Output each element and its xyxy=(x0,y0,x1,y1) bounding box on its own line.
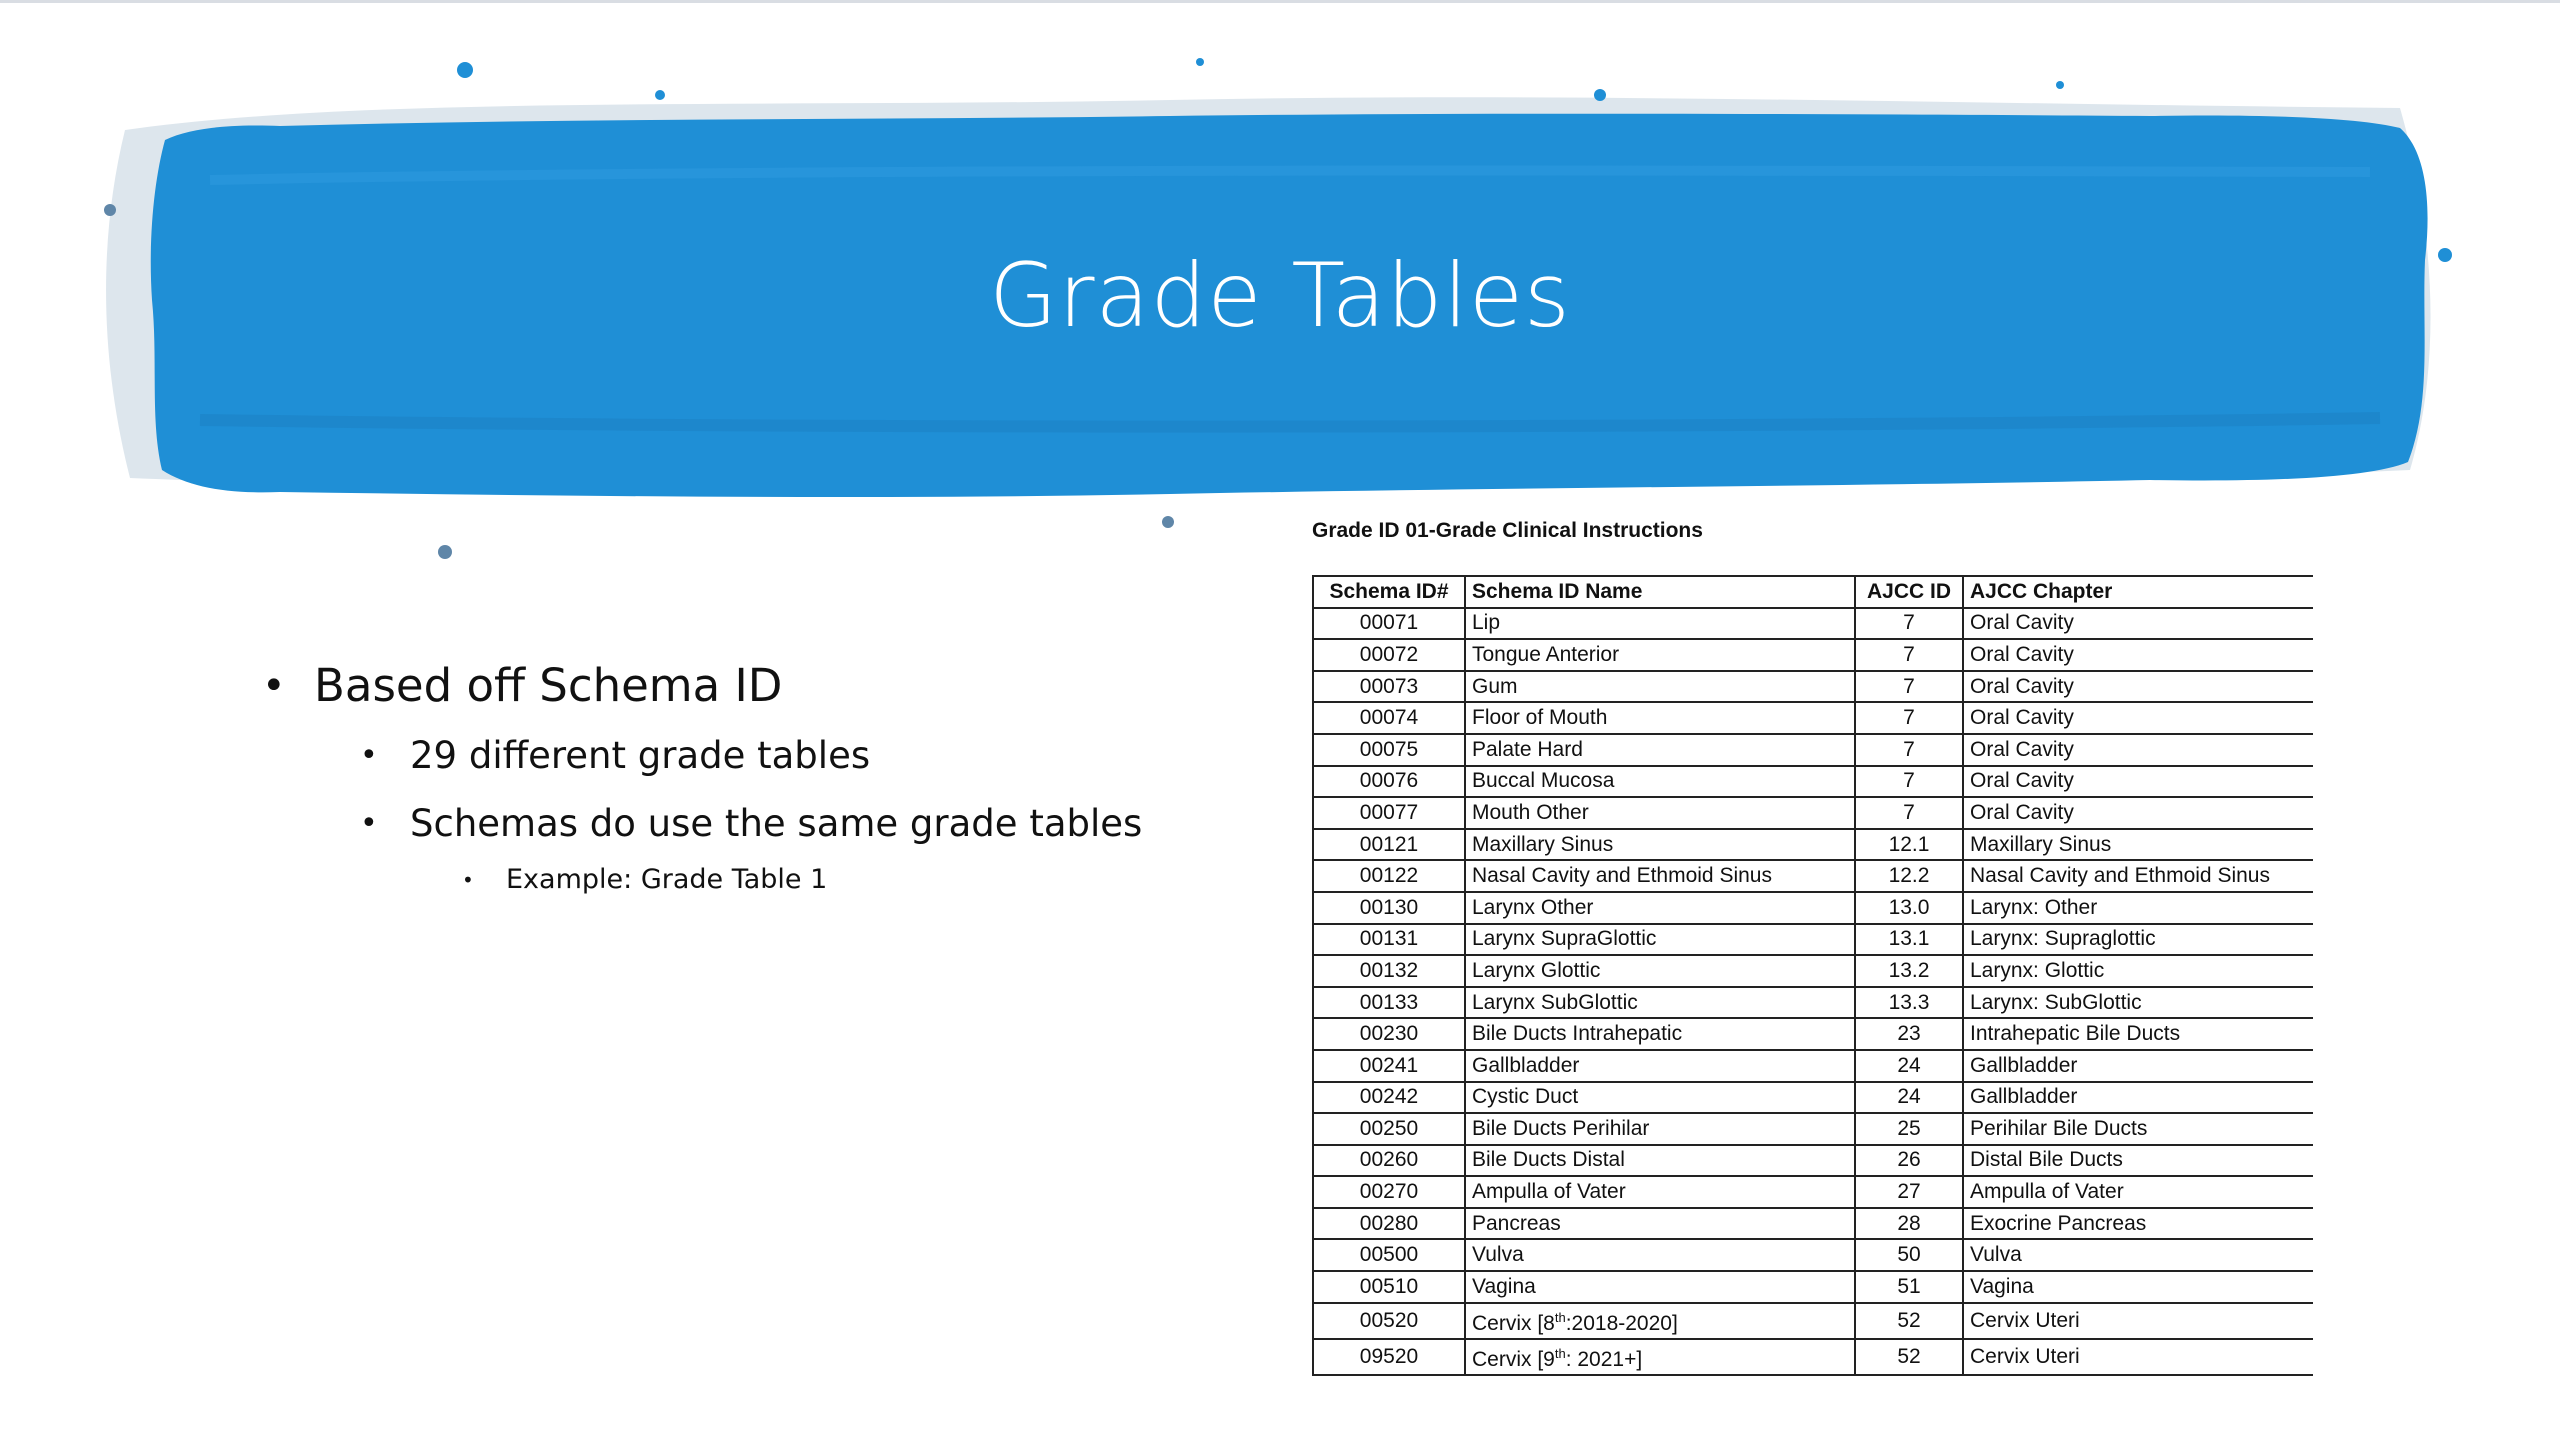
schema-id-cell: 00260 xyxy=(1313,1145,1465,1177)
bullet-list xyxy=(262,655,1242,903)
grade-table-figure xyxy=(1310,515,2320,1370)
ajcc-chapter-cell: Vagina xyxy=(1963,1271,2313,1303)
schema-name-cell: Vulva xyxy=(1465,1239,1855,1271)
schema-id-cell: 00077 xyxy=(1313,797,1465,829)
ajcc-chapter-cell: Larynx: SubGlottic xyxy=(1963,987,2313,1019)
schema-name-cell: Mouth Other xyxy=(1465,797,1855,829)
ajcc-id-cell: 27 xyxy=(1855,1176,1963,1208)
table-row xyxy=(1313,639,2313,671)
ajcc-chapter-cell: Gallbladder xyxy=(1963,1050,2313,1082)
table-row xyxy=(1313,1145,2313,1177)
table-row xyxy=(1313,797,2313,829)
schema-id-cell: 00072 xyxy=(1313,639,1465,671)
schema-name-cell: Nasal Cavity and Ethmoid Sinus xyxy=(1465,860,1855,892)
table-row xyxy=(1313,766,2313,798)
schema-id-cell: 00132 xyxy=(1313,955,1465,987)
ajcc-chapter-cell: Oral Cavity xyxy=(1963,766,2313,798)
bullet-dot-icon: • xyxy=(360,738,378,773)
table-row xyxy=(1313,829,2313,861)
ajcc-chapter-cell: Oral Cavity xyxy=(1963,608,2313,640)
schema-id-cell: 00076 xyxy=(1313,766,1465,798)
ajcc-id-cell: 12.2 xyxy=(1855,860,1963,892)
table-row xyxy=(1313,860,2313,892)
table-row xyxy=(1313,1339,2313,1375)
table-row xyxy=(1313,734,2313,766)
ajcc-id-cell: 7 xyxy=(1855,671,1963,703)
schema-id-cell: 00510 xyxy=(1313,1271,1465,1303)
column-header: Schema ID# xyxy=(1313,576,1465,608)
title-banner xyxy=(70,0,2490,580)
grade-table xyxy=(1312,575,2313,1376)
ajcc-chapter-cell: Oral Cavity xyxy=(1963,734,2313,766)
schema-name-cell: Gallbladder xyxy=(1465,1050,1855,1082)
ajcc-chapter-cell: Nasal Cavity and Ethmoid Sinus xyxy=(1963,860,2313,892)
ajcc-id-cell: 52 xyxy=(1855,1339,1963,1375)
bullet-dot-icon: • xyxy=(360,806,378,841)
schema-name-cell: Bile Ducts Distal xyxy=(1465,1145,1855,1177)
table-row xyxy=(1313,892,2313,924)
bullet-item xyxy=(262,857,1242,903)
table-row xyxy=(1313,924,2313,956)
schema-name-cell: Lip xyxy=(1465,608,1855,640)
column-header: Schema ID Name xyxy=(1465,576,1855,608)
schema-name-cell: Gum xyxy=(1465,671,1855,703)
table-row xyxy=(1313,1208,2313,1240)
schema-id-cell: 00250 xyxy=(1313,1113,1465,1145)
bullet-item xyxy=(262,795,1242,853)
column-header: AJCC ID xyxy=(1855,576,1963,608)
schema-name-cell: Cystic Duct xyxy=(1465,1082,1855,1114)
schema-name-cell: Cervix [8th:2018-2020] xyxy=(1465,1303,1855,1339)
table-row xyxy=(1313,1050,2313,1082)
ajcc-chapter-cell: Oral Cavity xyxy=(1963,797,2313,829)
ajcc-chapter-cell: Cervix Uteri xyxy=(1963,1303,2313,1339)
ajcc-chapter-cell: Maxillary Sinus xyxy=(1963,829,2313,861)
bullet-text: Schemas do use the same grade tables xyxy=(410,802,1143,845)
ajcc-id-cell: 7 xyxy=(1855,734,1963,766)
ajcc-id-cell: 52 xyxy=(1855,1303,1963,1339)
table-row xyxy=(1313,1113,2313,1145)
schema-name-cell: Ampulla of Vater xyxy=(1465,1176,1855,1208)
table-row xyxy=(1313,987,2313,1019)
table-row xyxy=(1313,1082,2313,1114)
ajcc-chapter-cell: Larynx: Supraglottic xyxy=(1963,924,2313,956)
bullet-dot-icon: • xyxy=(262,663,286,709)
schema-name-cell: Larynx Glottic xyxy=(1465,955,1855,987)
ajcc-id-cell: 13.3 xyxy=(1855,987,1963,1019)
schema-id-cell: 00121 xyxy=(1313,829,1465,861)
ajcc-id-cell: 23 xyxy=(1855,1018,1963,1050)
table-header-row xyxy=(1313,576,2313,608)
schema-name-cell: Larynx SupraGlottic xyxy=(1465,924,1855,956)
table-row xyxy=(1313,1271,2313,1303)
schema-name-cell: Pancreas xyxy=(1465,1208,1855,1240)
ajcc-chapter-cell: Cervix Uteri xyxy=(1963,1339,2313,1375)
schema-name-cell: Cervix [9th: 2021+] xyxy=(1465,1339,1855,1375)
ajcc-chapter-cell: Larynx: Other xyxy=(1963,892,2313,924)
schema-id-cell: 00242 xyxy=(1313,1082,1465,1114)
ajcc-chapter-cell: Oral Cavity xyxy=(1963,639,2313,671)
schema-name-cell: Bile Ducts Intrahepatic xyxy=(1465,1018,1855,1050)
column-header: AJCC Chapter xyxy=(1963,576,2313,608)
ajcc-chapter-cell: Distal Bile Ducts xyxy=(1963,1145,2313,1177)
ajcc-chapter-cell: Vulva xyxy=(1963,1239,2313,1271)
ajcc-chapter-cell: Larynx: Glottic xyxy=(1963,955,2313,987)
bullet-item xyxy=(262,727,1242,785)
table-row xyxy=(1313,955,2313,987)
slide-title: Grade Tables xyxy=(989,244,1571,347)
schema-name-cell: Bile Ducts Perihilar xyxy=(1465,1113,1855,1145)
bullet-dot-icon: • xyxy=(462,868,474,892)
ajcc-id-cell: 28 xyxy=(1855,1208,1963,1240)
bullet-text: Based off Schema ID xyxy=(314,659,783,712)
schema-name-cell: Larynx Other xyxy=(1465,892,1855,924)
ajcc-id-cell: 24 xyxy=(1855,1082,1963,1114)
schema-name-cell: Vagina xyxy=(1465,1271,1855,1303)
bullet-text: 29 different grade tables xyxy=(410,734,871,777)
schema-id-cell: 00133 xyxy=(1313,987,1465,1019)
schema-id-cell: 00520 xyxy=(1313,1303,1465,1339)
schema-name-cell: Buccal Mucosa xyxy=(1465,766,1855,798)
ajcc-chapter-cell: Oral Cavity xyxy=(1963,671,2313,703)
ajcc-id-cell: 13.1 xyxy=(1855,924,1963,956)
schema-id-cell: 00130 xyxy=(1313,892,1465,924)
ajcc-id-cell: 51 xyxy=(1855,1271,1963,1303)
ajcc-id-cell: 7 xyxy=(1855,797,1963,829)
schema-id-cell: 00073 xyxy=(1313,671,1465,703)
schema-name-cell: Maxillary Sinus xyxy=(1465,829,1855,861)
ajcc-id-cell: 7 xyxy=(1855,766,1963,798)
ajcc-id-cell: 26 xyxy=(1855,1145,1963,1177)
ajcc-id-cell: 25 xyxy=(1855,1113,1963,1145)
ajcc-id-cell: 24 xyxy=(1855,1050,1963,1082)
ajcc-id-cell: 13.0 xyxy=(1855,892,1963,924)
schema-id-cell: 00131 xyxy=(1313,924,1465,956)
schema-id-cell: 09520 xyxy=(1313,1339,1465,1375)
ajcc-id-cell: 50 xyxy=(1855,1239,1963,1271)
schema-name-cell: Larynx SubGlottic xyxy=(1465,987,1855,1019)
ajcc-id-cell: 12.1 xyxy=(1855,829,1963,861)
ajcc-id-cell: 7 xyxy=(1855,702,1963,734)
schema-id-cell: 00075 xyxy=(1313,734,1465,766)
schema-id-cell: 00270 xyxy=(1313,1176,1465,1208)
schema-name-cell: Tongue Anterior xyxy=(1465,639,1855,671)
schema-id-cell: 00500 xyxy=(1313,1239,1465,1271)
table-body xyxy=(1313,608,2313,1375)
table-row xyxy=(1313,1176,2313,1208)
schema-id-cell: 00230 xyxy=(1313,1018,1465,1050)
table-row xyxy=(1313,702,2313,734)
ajcc-chapter-cell: Perihilar Bile Ducts xyxy=(1963,1113,2313,1145)
table-row xyxy=(1313,1018,2313,1050)
schema-id-cell: 00074 xyxy=(1313,702,1465,734)
schema-name-cell: Palate Hard xyxy=(1465,734,1855,766)
ajcc-chapter-cell: Ampulla of Vater xyxy=(1963,1176,2313,1208)
table-row xyxy=(1313,608,2313,640)
bullet-text: Example: Grade Table 1 xyxy=(506,864,828,895)
schema-id-cell: 00122 xyxy=(1313,860,1465,892)
ajcc-id-cell: 13.2 xyxy=(1855,955,1963,987)
schema-name-cell: Floor of Mouth xyxy=(1465,702,1855,734)
grade-table-heading: Grade ID 01-Grade Clinical Instructions xyxy=(1312,519,1703,542)
table-row xyxy=(1313,1303,2313,1339)
table-row xyxy=(1313,1239,2313,1271)
ajcc-chapter-cell: Exocrine Pancreas xyxy=(1963,1208,2313,1240)
bullet-item xyxy=(262,655,1242,717)
schema-id-cell: 00241 xyxy=(1313,1050,1465,1082)
ajcc-chapter-cell: Oral Cavity xyxy=(1963,702,2313,734)
schema-id-cell: 00280 xyxy=(1313,1208,1465,1240)
ajcc-id-cell: 7 xyxy=(1855,639,1963,671)
ajcc-chapter-cell: Gallbladder xyxy=(1963,1082,2313,1114)
table-row xyxy=(1313,671,2313,703)
ajcc-chapter-cell: Intrahepatic Bile Ducts xyxy=(1963,1018,2313,1050)
ajcc-id-cell: 7 xyxy=(1855,608,1963,640)
schema-id-cell: 00071 xyxy=(1313,608,1465,640)
